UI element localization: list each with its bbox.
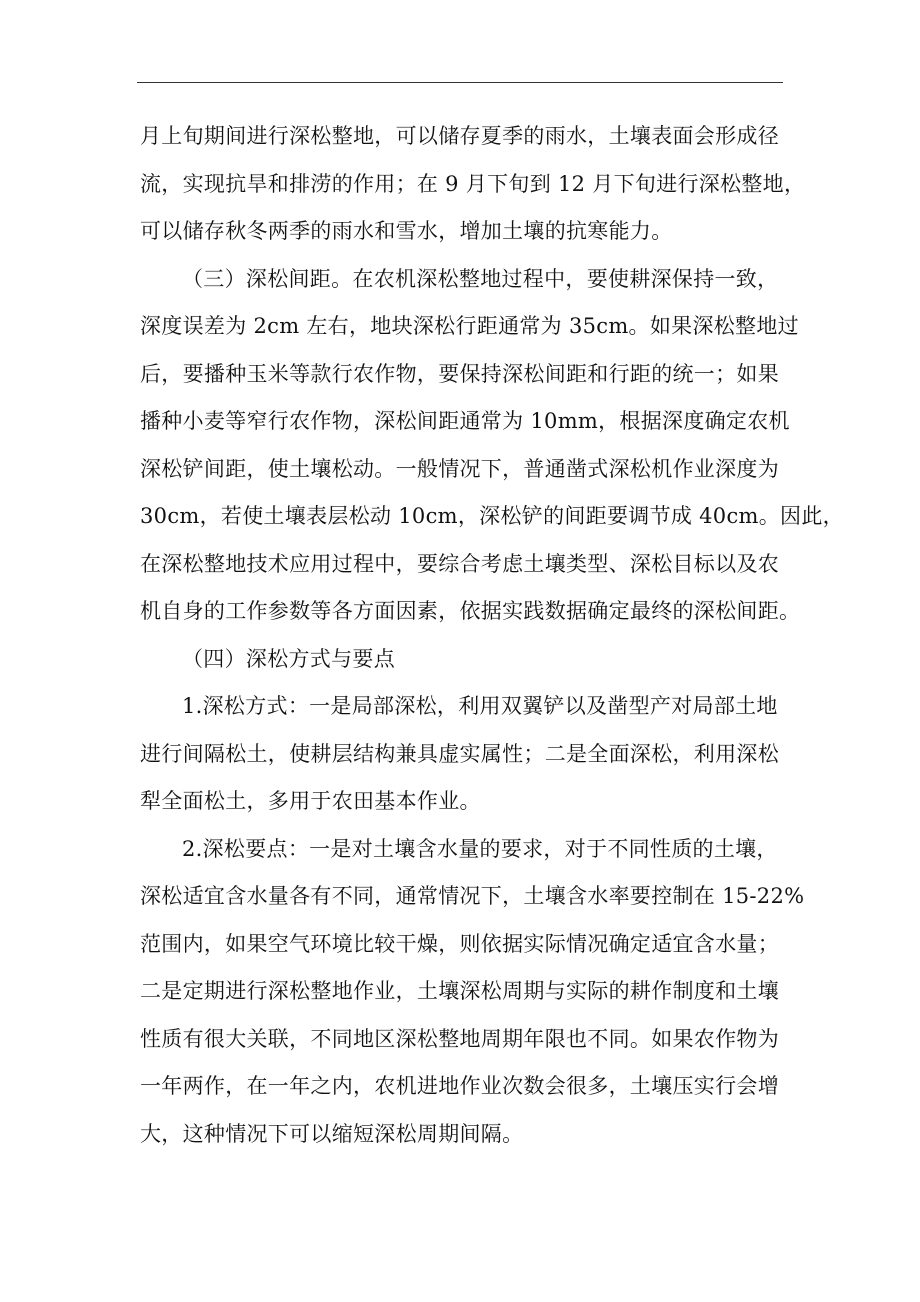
text-line: 在深松整地技术应用过程中，要综合考虑土壤类型、深松目标以及农 — [140, 551, 779, 576]
paragraph-deep-loosening-timing — [140, 113, 806, 256]
header-rule — [137, 82, 783, 83]
text-line: 流，实现抗旱和排涝的作用；在 9 月下旬到 12 月下旬进行深松整地， — [140, 171, 806, 196]
text-line: 播种小麦等窄行农作物，深松间距通常为 10mm，根据深度确定农机 — [140, 409, 790, 433]
text-line: 犁全面松土，多用于农田基本作业。 — [140, 789, 481, 813]
text-line: 2.深松要点：一是对土壤含水量的要求，对于不同性质的土壤， — [182, 836, 778, 861]
text-line: 深度误差为 2cm 左右，地块深松行距通常为 35cm。如果深松整地过 — [140, 314, 799, 338]
text-line: 性质有很大关联，不同地区深松整地周期年限也不同。如果农作物为 — [140, 1026, 779, 1051]
text-line: 一年两作，在一年之内，农机进地作业次数会很多，土壤压实行会增 — [140, 1074, 779, 1098]
section-heading-methods-and-points — [140, 636, 786, 684]
text-line: 大，这种情况下可以缩短深松周期间隔。 — [140, 1121, 524, 1146]
paragraph-loosening-key-points — [140, 826, 805, 1159]
text-line: （四）深松方式与要点 — [182, 646, 395, 671]
text-line: 范围内，如果空气环境比较干燥，则依据实际情况确定适宜含水量； — [140, 931, 779, 956]
body-text — [140, 113, 844, 1158]
text-line: 30cm，若使土壤表层松动 10cm，深松铲的间距要调节成 40cm。因此， — [140, 504, 844, 528]
paragraph-loosening-methods — [140, 683, 786, 826]
text-line: （三）深松间距。在农机深松整地过程中，要使耕深保持一致， — [182, 266, 779, 291]
text-line: 后，要播种玉米等款行农作物，要保持深松间距和行距的统一；如果 — [140, 361, 779, 386]
text-line: 深松铲间距，使土壤松动。一般情况下，普通凿式深松机作业深度为 — [140, 456, 779, 481]
text-line: 进行间隔松土，使耕层结构兼具虚实属性；二是全面深松，利用深松 — [140, 741, 779, 766]
text-line: 深松适宜含水量各有不同，通常情况下，土壤含水率要控制在 15-22% — [140, 884, 805, 908]
text-line: 月上旬期间进行深松整地，可以储存夏季的雨水，土壤表面会形成径 — [140, 124, 779, 148]
text-line: 1.深松方式：一是局部深松，利用双翼铲以及凿型产对局部土地 — [182, 694, 778, 718]
paragraph-loosening-spacing — [140, 256, 844, 636]
text-line: 机自身的工作参数等各方面因素，依据实践数据确定最终的深松间距。 — [140, 599, 801, 623]
text-line: 二是定期进行深松整地作业，土壤深松周期与实际的耕作制度和土壤 — [140, 979, 779, 1003]
text-line: 可以储存秋冬两季的雨水和雪水，增加土壤的抗寒能力。 — [140, 219, 673, 243]
